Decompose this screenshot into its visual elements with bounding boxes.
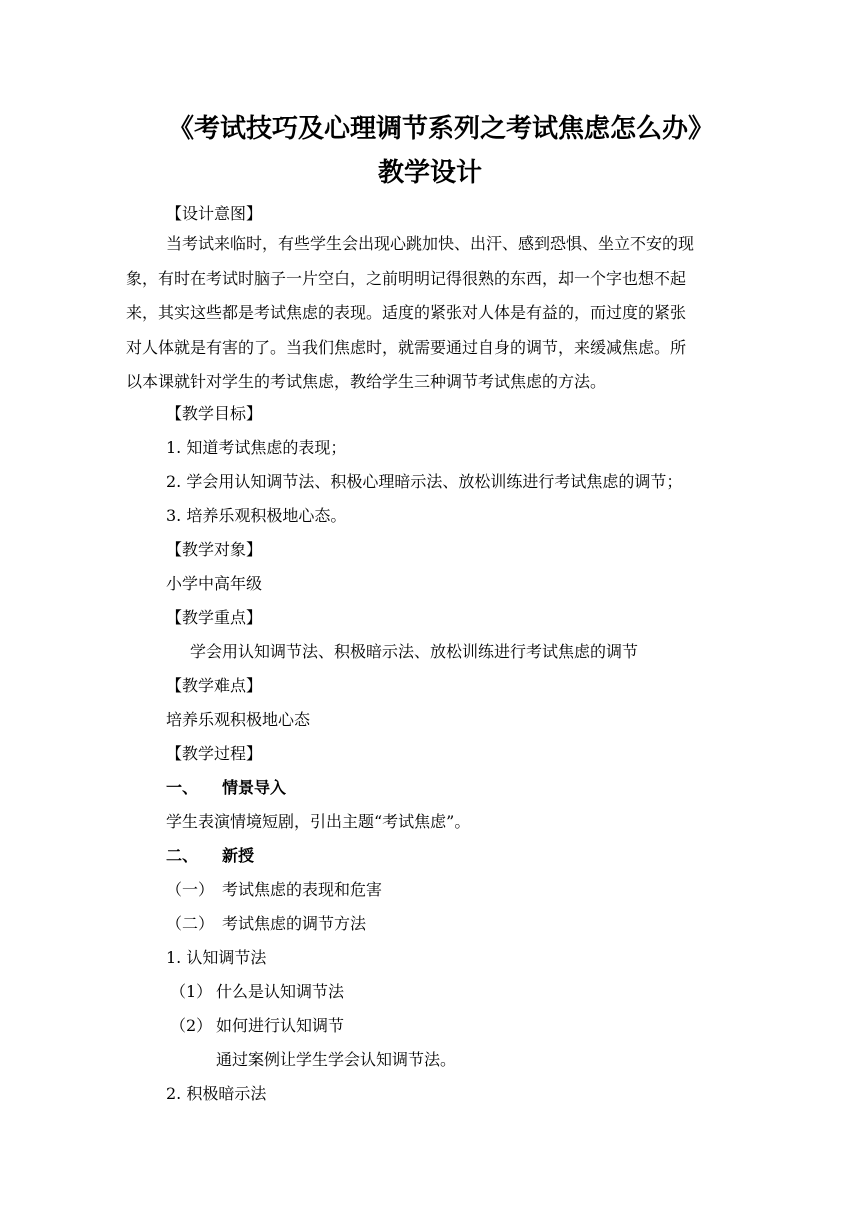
goal-item: 1. 知道考试焦虑的表现；	[166, 438, 347, 457]
goal-item: 3. 培养乐观积极地心态。	[166, 506, 347, 525]
teaching-difficulty-text: 培养乐观积极地心态	[166, 710, 311, 729]
section-number: 一、	[166, 778, 199, 797]
document-title: 《考试技巧及心理调节系列之考试焦虑怎么办》	[167, 114, 714, 144]
method-item: 1. 认知调节法	[166, 948, 267, 967]
method-note: 通过案例让学生学会认知调节法。	[216, 1050, 457, 1069]
heading-teaching-focus: 【教学重点】	[166, 608, 263, 627]
goal-item: 2. 学会用认知调节法、积极心理暗示法、放松训练进行考试焦虑的调节；	[166, 472, 683, 491]
method-subitem-text: 什么是认知调节法	[216, 982, 345, 1001]
paragraph-line: 来，其实这些都是考试焦虑的表现。适度的紧张对人体是有益的，而过度的紧张	[126, 303, 687, 322]
heading-teaching-object: 【教学对象】	[166, 540, 263, 559]
section-title-scenario-intro: 情景导入	[222, 778, 287, 797]
method-subitem-number: （1）	[170, 982, 213, 1001]
paragraph-line: 象，有时在考试时脑子一片空白，之前明明记得很熟的东西，却一个字也想不起	[126, 268, 687, 288]
heading-teaching-difficulty: 【教学难点】	[166, 676, 263, 695]
subsection-number: （一）	[166, 880, 215, 899]
heading-design-intent: 【设计意图】	[166, 204, 263, 223]
method-item: 2. 积极暗示法	[166, 1084, 267, 1103]
paragraph-line: 当考试来临时，有些学生会出现心跳加快、出汗、感到恐惧、坐立不安的现	[166, 234, 695, 253]
section-text: 学生表演情境短剧，引出主题“考试焦虑”。	[166, 812, 471, 831]
subsection-number: （二）	[166, 914, 215, 933]
heading-teaching-goals: 【教学目标】	[166, 404, 263, 423]
method-subitem-text: 如何进行认知调节	[216, 1016, 345, 1035]
design-intent-paragraph	[126, 227, 736, 400]
section-title-new-lesson: 新授	[222, 846, 255, 865]
heading-teaching-process: 【教学过程】	[166, 744, 263, 763]
method-subitem-number: （2）	[170, 1016, 213, 1035]
teaching-object-text: 小学中高年级	[166, 574, 263, 593]
paragraph-line: 以本课就针对学生的考试焦虑，教给学生三种调节考试焦虑的方法。	[126, 372, 607, 391]
paragraph-line: 对人体就是有害的了。当我们焦虑时，就需要通过自身的调节，来缓减焦虑。所	[126, 337, 687, 357]
subsection-title: 考试焦虑的调节方法	[222, 914, 367, 933]
subsection-title: 考试焦虑的表现和危害	[222, 880, 383, 899]
document-subtitle: 教学设计	[377, 158, 482, 188]
teaching-focus-text: 学会用认知调节法、积极暗示法、放松训练进行考试焦虑的调节	[190, 642, 639, 661]
section-number: 二、	[166, 846, 199, 865]
